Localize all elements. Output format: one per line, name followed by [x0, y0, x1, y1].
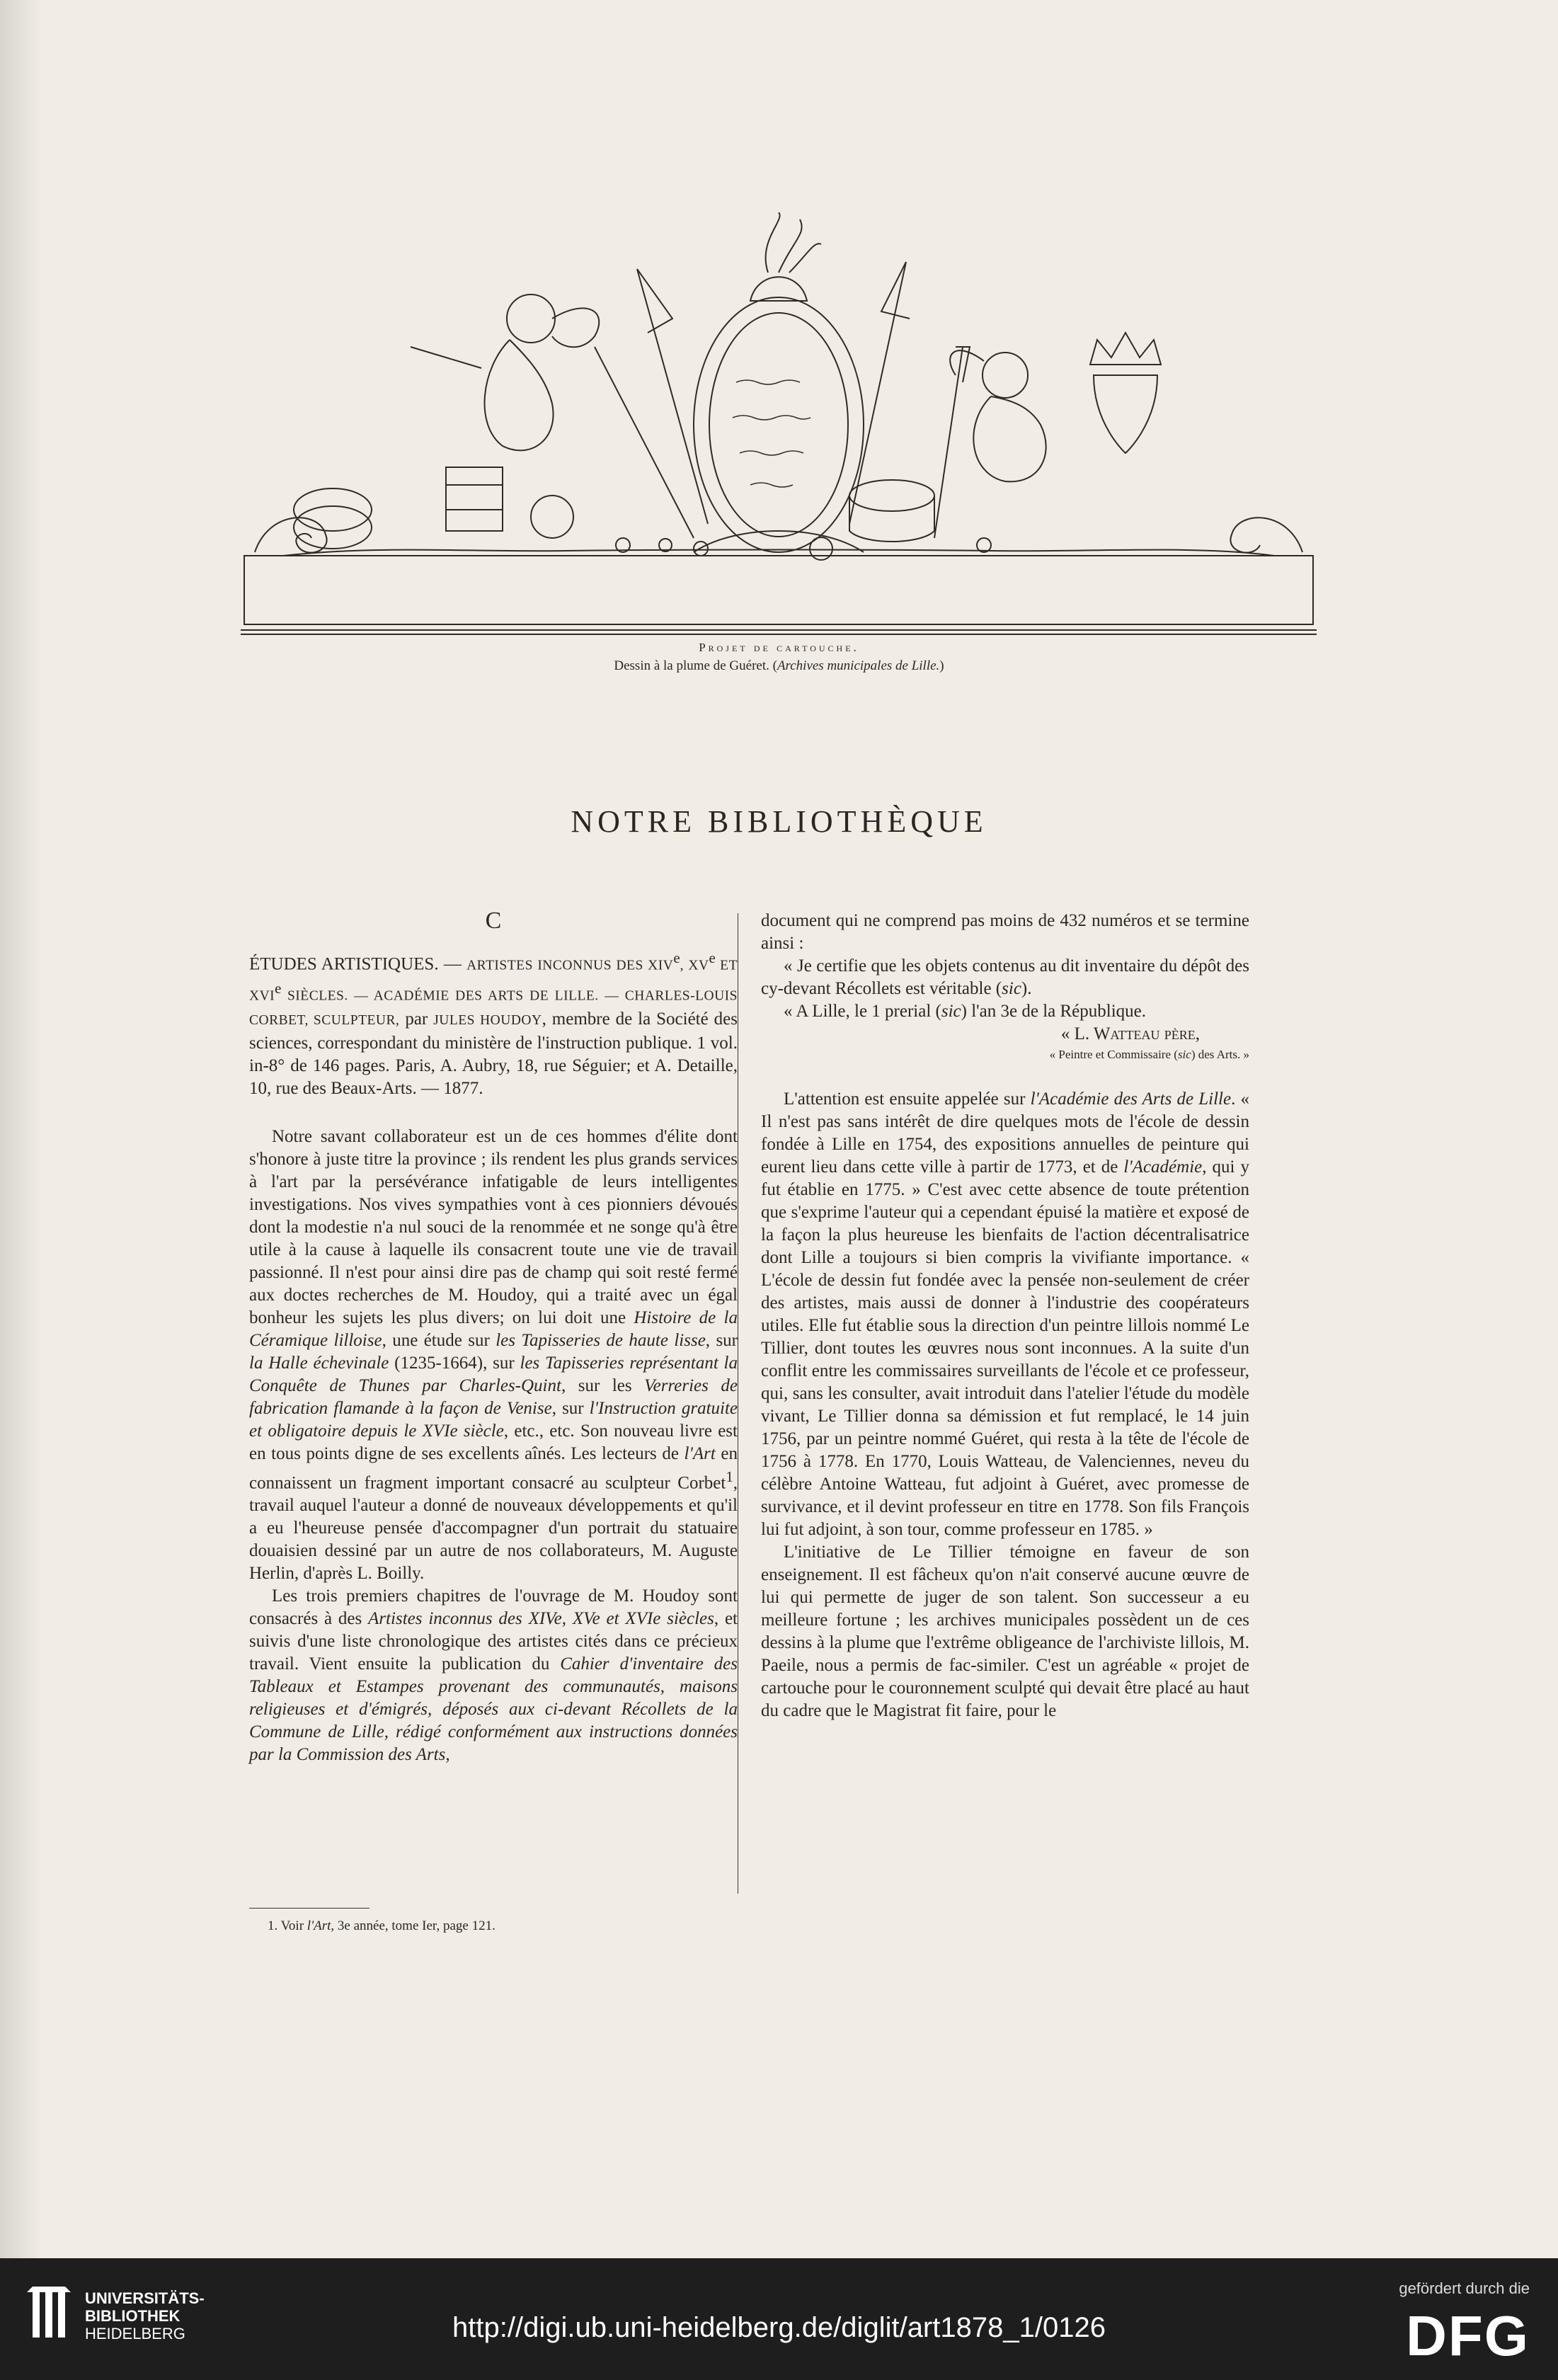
italic-title: Cahier d'inventaire des Tableaux et Estampes provenant des communautés, maisons religieuses et d'émigrés, déposés aux ci-devant Récollets de la Commune de Lille, rédigé conformément aux instructions données par la Commission des Arts, [249, 1654, 738, 1764]
text: , 3e année, tome Ier, page 121. [331, 1918, 496, 1933]
footnote [268, 1918, 496, 1934]
text: ) des Arts. » [1191, 1048, 1249, 1061]
text: L'attention est ensuite appelée sur [784, 1089, 1031, 1109]
paragraph-1 [249, 1126, 738, 1585]
italic-word: sic [1002, 979, 1021, 998]
spacer [761, 1064, 1249, 1088]
entry-author: JULES HOUDOY [433, 1012, 542, 1028]
quote-2 [761, 1000, 1249, 1023]
caption-source: Archives municipales de Lille. [777, 658, 940, 673]
entry-sc-2: , XV [680, 958, 709, 973]
paragraph-tillier: L'initiative de Le Tillier témoigne en faveur de son enseignement. Il est fâcheux qu'on n'ait conservé aucune œuvre de lui qui permette de juger de son talent. Son successeur a eu meilleure fortune ; les archives municipales possèdent un de ces dessins à la plume que l'extrême obligeance de l'archiviste lillois, M. Paeile, nous a permis de fac-similer. C'est un agréable « projet de cartouche pour le couronnement sculpté qui devait être placé au haut du cadre que le Magistrat fit faire, pour le [761, 1543, 1249, 1720]
permalink-url[interactable]: http://digi.ub.uni-heidelberg.de/diglit/art1878_1/0126 [452, 2312, 1106, 2343]
illustration-caption-title: Projet de cartouche. [699, 641, 859, 654]
illustration-caption-credit [0, 658, 1558, 674]
caption-credit-close: ) [939, 658, 944, 673]
caption-credit-text: Dessin à la plume de Guéret. ( [614, 658, 777, 673]
text: « Peintre et Commissaire ( [1049, 1048, 1178, 1061]
text: , et suivis d'une liste chronologique des artistes cités dans ce précieux travail. Vient ensuite la publication du [249, 1608, 738, 1674]
text: , travail auquel l'auteur a donné de nouveaux développements et qu'il a eu l'heureuse pensée d'accompagner d'un portrait du statuaire douaisien dessiné par un autre de nos collaborateurs, M. Auguste Herlin, d'après L. Boilly. [249, 1472, 738, 1583]
italic-title: la Halle échevinale [249, 1353, 389, 1373]
footnote-marker: 1 [726, 1468, 733, 1485]
italic-title: l'Académie des Arts de Lille [1030, 1089, 1232, 1109]
signature-title [761, 1046, 1249, 1064]
section-title: NOTRE BIBLIOTHÈQUE [571, 804, 987, 839]
paragraph-academy [761, 1088, 1249, 1541]
text: . « Il n'est pas sans intérêt de dire quelques mots de l'école de dessin fondée à Lille en 1754, des expositions annuelles de peinture qui eurent lieu dans cette ville à partir de 1773, et de [761, 1089, 1249, 1177]
italic-title: l'Art [684, 1443, 716, 1463]
cartouche-engraving [241, 212, 1317, 637]
entry-sc-3: ET XVI [249, 958, 738, 1004]
text: Notre savant collaborateur est un de ces hommes d'élite dont s'honore à juste titre la province ; ils rendent les plus grands services à l'art par la persévérance infatigable de leurs intelligentes investigations. Nos vives sympathies vont à ces pionniers dévoués dont la modestie n'a nul souci de la renommée et ne songe qu'à être utile à la cause à laquelle ils consacrent toute une vie de travail passionné. Il n'est pour ainsi dire pas de champ qui soit resté fermé aux doctes recherches de M. Houdoy, qui a traité avec un égal bonheur les sujets les plus divers; on lui doit une [249, 1126, 738, 1327]
text: , sur [551, 1398, 590, 1418]
italic-title: les Tapisseries de haute lisse [496, 1330, 706, 1350]
italic-title: l'Art [307, 1918, 331, 1933]
entry-sc-1: ARTISTES INCONNUS DES XIV [466, 958, 674, 973]
italic-title: Artistes inconnus des XIVe, XVe et XVIe siècles [368, 1608, 714, 1628]
section-letter: C [485, 908, 502, 934]
italic-title: l'Instruction gratuite et obligatoire depuis le XVIe siècle [249, 1398, 738, 1441]
spacer [249, 1100, 738, 1126]
italic-title: Verreries de fabrication flamande à la façon de Venise [249, 1375, 738, 1418]
text: (1235-1664), sur [389, 1353, 520, 1373]
italic-word: sic [1177, 1048, 1191, 1061]
entry-par: par [399, 1009, 434, 1029]
signature-name: « L. Watteau père, [1060, 1024, 1200, 1043]
text: « A Lille, le 1 prerial ( [784, 1002, 941, 1021]
italic-title: Histoire de la Céramique lilloise [249, 1308, 738, 1350]
uni-line-2: BIBLIOTHEK [85, 2307, 181, 2325]
text: ). [1021, 979, 1032, 998]
uni-line-3: HEIDELBERG [85, 2325, 185, 2342]
dfg-logo: DFG [1406, 2304, 1530, 2367]
italic-word: sic [941, 1002, 961, 1021]
entry-sc-4: SIÈCLES. — ACADÉMIE DES ARTS DE LILLE. — CHARLES-LOUIS CORBET, SCULPTEUR, [249, 988, 738, 1028]
funded-by-label: gefördert durch die [1399, 2279, 1530, 2297]
text: « Je certifie que les objets contenus au dit inventaire du dépôt des cy-devant Récollets est véritable ( [761, 956, 1249, 998]
quote-1 [761, 955, 1249, 1000]
fold-shadow [0, 0, 42, 2258]
entry-rest: , membre de la Société des sciences, correspondant du ministère de l'instruction publique. 1 vol. in-8° de 146 pages. Paris, A. Aubry, 18, rue Séguier; et A. Detaille, 10, rue des Beaux-Arts. — 1877. [249, 1009, 738, 1098]
footnote-rule [249, 1908, 370, 1909]
viewer-footer [0, 2258, 1558, 2380]
text: 1. Voir [268, 1918, 307, 1933]
entry-sup-1: e [673, 949, 680, 966]
text: , sur [705, 1330, 738, 1350]
paragraph-2 [249, 1585, 738, 1766]
right-column [761, 910, 1249, 1722]
text: en connaissent un fragment important consacré au sculpteur Corbet [249, 1443, 738, 1492]
text: , sur les [561, 1375, 645, 1395]
text: , qui y fut établie en 1775. » C'est avec cette absence de toute prétention que s'exprime l'auteur qui a cependant épuisé la matière et exposé de la façon la plus heureuse les bienfaits de l'action décentralisatrice dont Lille a toujours si bien compris la vivifiante importance. « L'école de dessin fut fondée avec la pensée non-seulement de créer des artistes, mais aussi de donner à l'industrie des coopérateurs utiles. Elle fut établie sous la direction d'un peintre lillois nommé Le Tillier, dont toutes les œuvres nous sont inconnues. A la suite d'un conflit entre les commissaires surveillants de l'école et ce professeur, qui, sans les consulter, avait introduit dans l'atelier l'étude du modèle vivant, Le Tillier donna sa démission et fut remplacé, le 14 juin 1756, par un peintre nommé Guéret, qui resta à la tête de l'école de 1756 à 1778. En 1770, Louis Watteau, de Valenciennes, neveu du célèbre Antoine Watteau, fut adjoint à Guéret, avec promesse de survivance, et il devint professeur en titre en 1778. Son fils François lui fut adjoint, à son tour, comme professeur en 1785. » [761, 1157, 1249, 1539]
book-entry-heading [249, 946, 738, 1100]
entry-sup-3: e [275, 980, 282, 997]
entry-title: ÉTUDES ARTISTIQUES. — [249, 954, 467, 974]
left-column [249, 910, 738, 1766]
uni-line-1: UNIVERSITÄTS- [85, 2289, 205, 2307]
text: Les trois premiers chapitres de l'ouvrage de M. Houdoy sont consacrés à des [249, 1586, 738, 1628]
paragraph-continued: document qui ne comprend pas moins de 432 numéros et se termine ainsi : [761, 911, 1249, 953]
entry-sup-2: e [709, 949, 716, 966]
text: , etc., etc. Son nouveau livre est en tous points digne de ses excellents aînés. Les lecteurs de [249, 1421, 738, 1463]
italic-title: l'Académie [1123, 1157, 1203, 1177]
text: ) l'an 3e de la République. [961, 1002, 1147, 1021]
italic-title: les Tapisseries représentant la Conquête de Thunes par Charles-Quint [249, 1353, 738, 1395]
text: , une étude sur [382, 1330, 496, 1350]
